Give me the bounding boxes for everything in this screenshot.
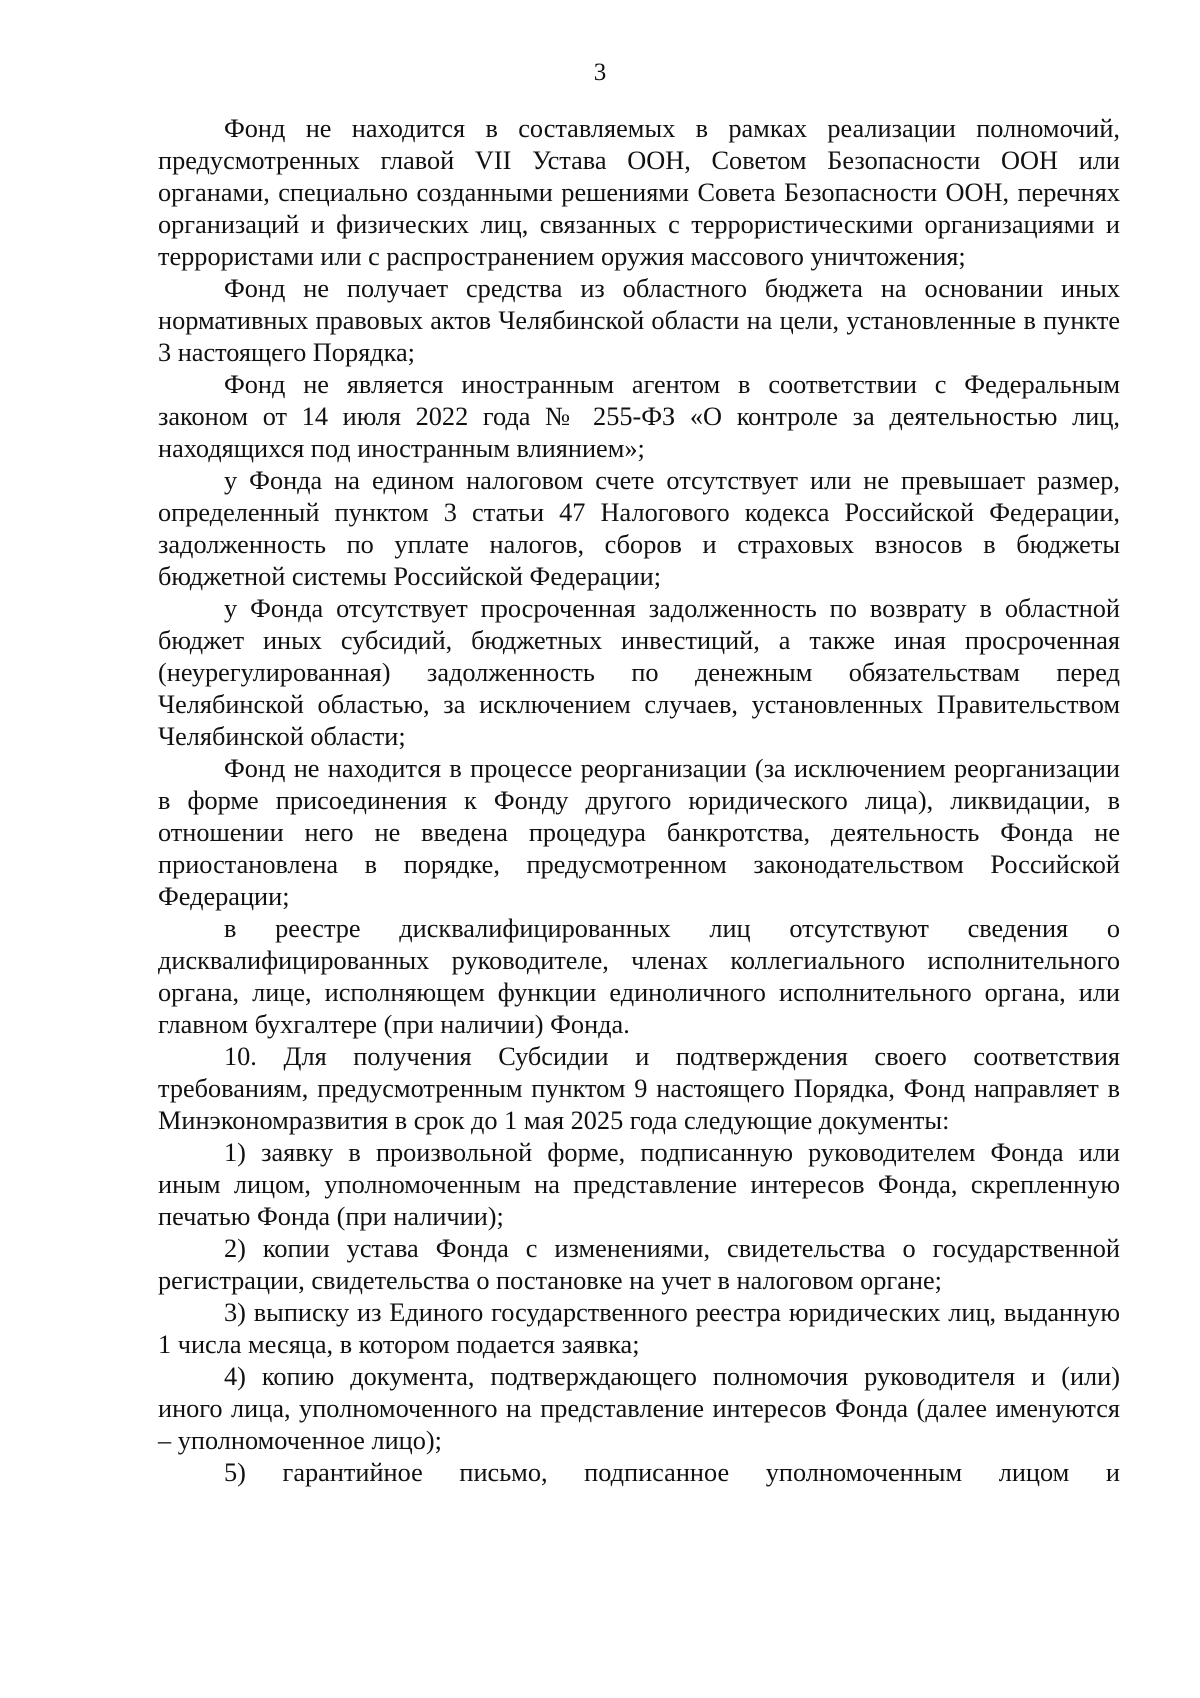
paragraph-disqualified-persons: в реестре дисквалифицированных лиц отсутствуют сведения о дисквалифицированных руководителе, членах коллегиального исполнительного органа, лице, исполняющем функции единоличного исполнительного органа, или главном бухгалтере (при наличии) Фонда. <box>158 914 1120 1039</box>
paragraph-un-sanctions-lists: Фонд не находится в составляемых в рамках реализации полномочий, предусмотренных главой VII Устава ООН, Советом Безопасности ООН или органами, специально созданными решениями Совета Безопасности ООН, перечнях организаций и физических лиц, связанных с террористическими организациями и террористами или с распространением оружия массового уничтожения; <box>158 114 1120 271</box>
paragraph-overdue-debt: у Фонда отсутствует просроченная задолженность по возврату в областной бюджет иных субсидий, бюджетных инвестиций, а также иная просроченная (неурегулированная) задолженность по денежным обязательствам перед Челябинской областью, за исключением случаев, установленных Правительством Челябинской области; <box>158 594 1120 751</box>
document-body <box>158 113 1120 1489</box>
list-item-2-charter-copies: 2) копии устава Фонда с изменениями, свидетельства о государственной регистрации, свидетельства о постановке на учет в налоговом органе; <box>158 1234 1120 1295</box>
paragraph-tax-account-debt: у Фонда на едином налоговом счете отсутствует или не превышает размер, определенный пунктом 3 статьи 47 Налогового кодекса Российской Федерации, задолженность по уплате налогов, сборов и страховых взносов в бюджеты бюджетной системы Российской Федерации; <box>158 466 1120 591</box>
list-item-3-registry-extract: 3) выписку из Единого государственного реестра юридических лиц, выданную 1 числа месяца, в котором подается заявка; <box>158 1298 1120 1359</box>
paragraph-section-10: 10. Для получения Субсидии и подтверждения своего соответствия требованиям, предусмотренным пунктом 9 настоящего Порядка, Фонд направляет в Минэкономразвития в срок до 1 мая 2025 года следующие документы: <box>158 1042 1120 1135</box>
list-item-1-application: 1) заявку в произвольной форме, подписанную руководителем Фонда или иным лицом, уполномоченным на представление интересов Фонда, скрепленную печатью Фонда (при наличии); <box>158 1138 1120 1231</box>
paragraph-not-foreign-agent: Фонд не является иностранным агентом в соответствии с Федеральным законом от 14 июля 2022 года № 255-ФЗ «О контроле за деятельностью лиц, находящихся под иностранным влиянием»; <box>158 370 1120 463</box>
paragraph-reorganization: Фонд не находится в процессе реорганизации (за исключением реорганизации в форме присоединения к Фонду другого юридического лица), ликвидации, в отношении него не введена процедура банкротства, деятельность Фонда не приостановлена в порядке, предусмотренном законодательством Российской Федерации; <box>158 754 1120 911</box>
list-item-5-guarantee-letter: 5) гарантийное письмо, подписанное уполномоченным лицом и <box>224 1458 1120 1487</box>
paragraph-no-regional-budget-funds: Фонд не получает средства из областного бюджета на основании иных нормативных правовых актов Челябинской области на цели, установленные в пункте 3 настоящего Порядка; <box>158 274 1120 367</box>
list-item-4-authority-document: 4) копию документа, подтверждающего полномочия руководителя и (или) иного лица, уполномоченного на представление интересов Фонда (далее именуются – уполномоченное лицо); <box>158 1362 1120 1455</box>
page-number: 3 <box>593 59 607 86</box>
